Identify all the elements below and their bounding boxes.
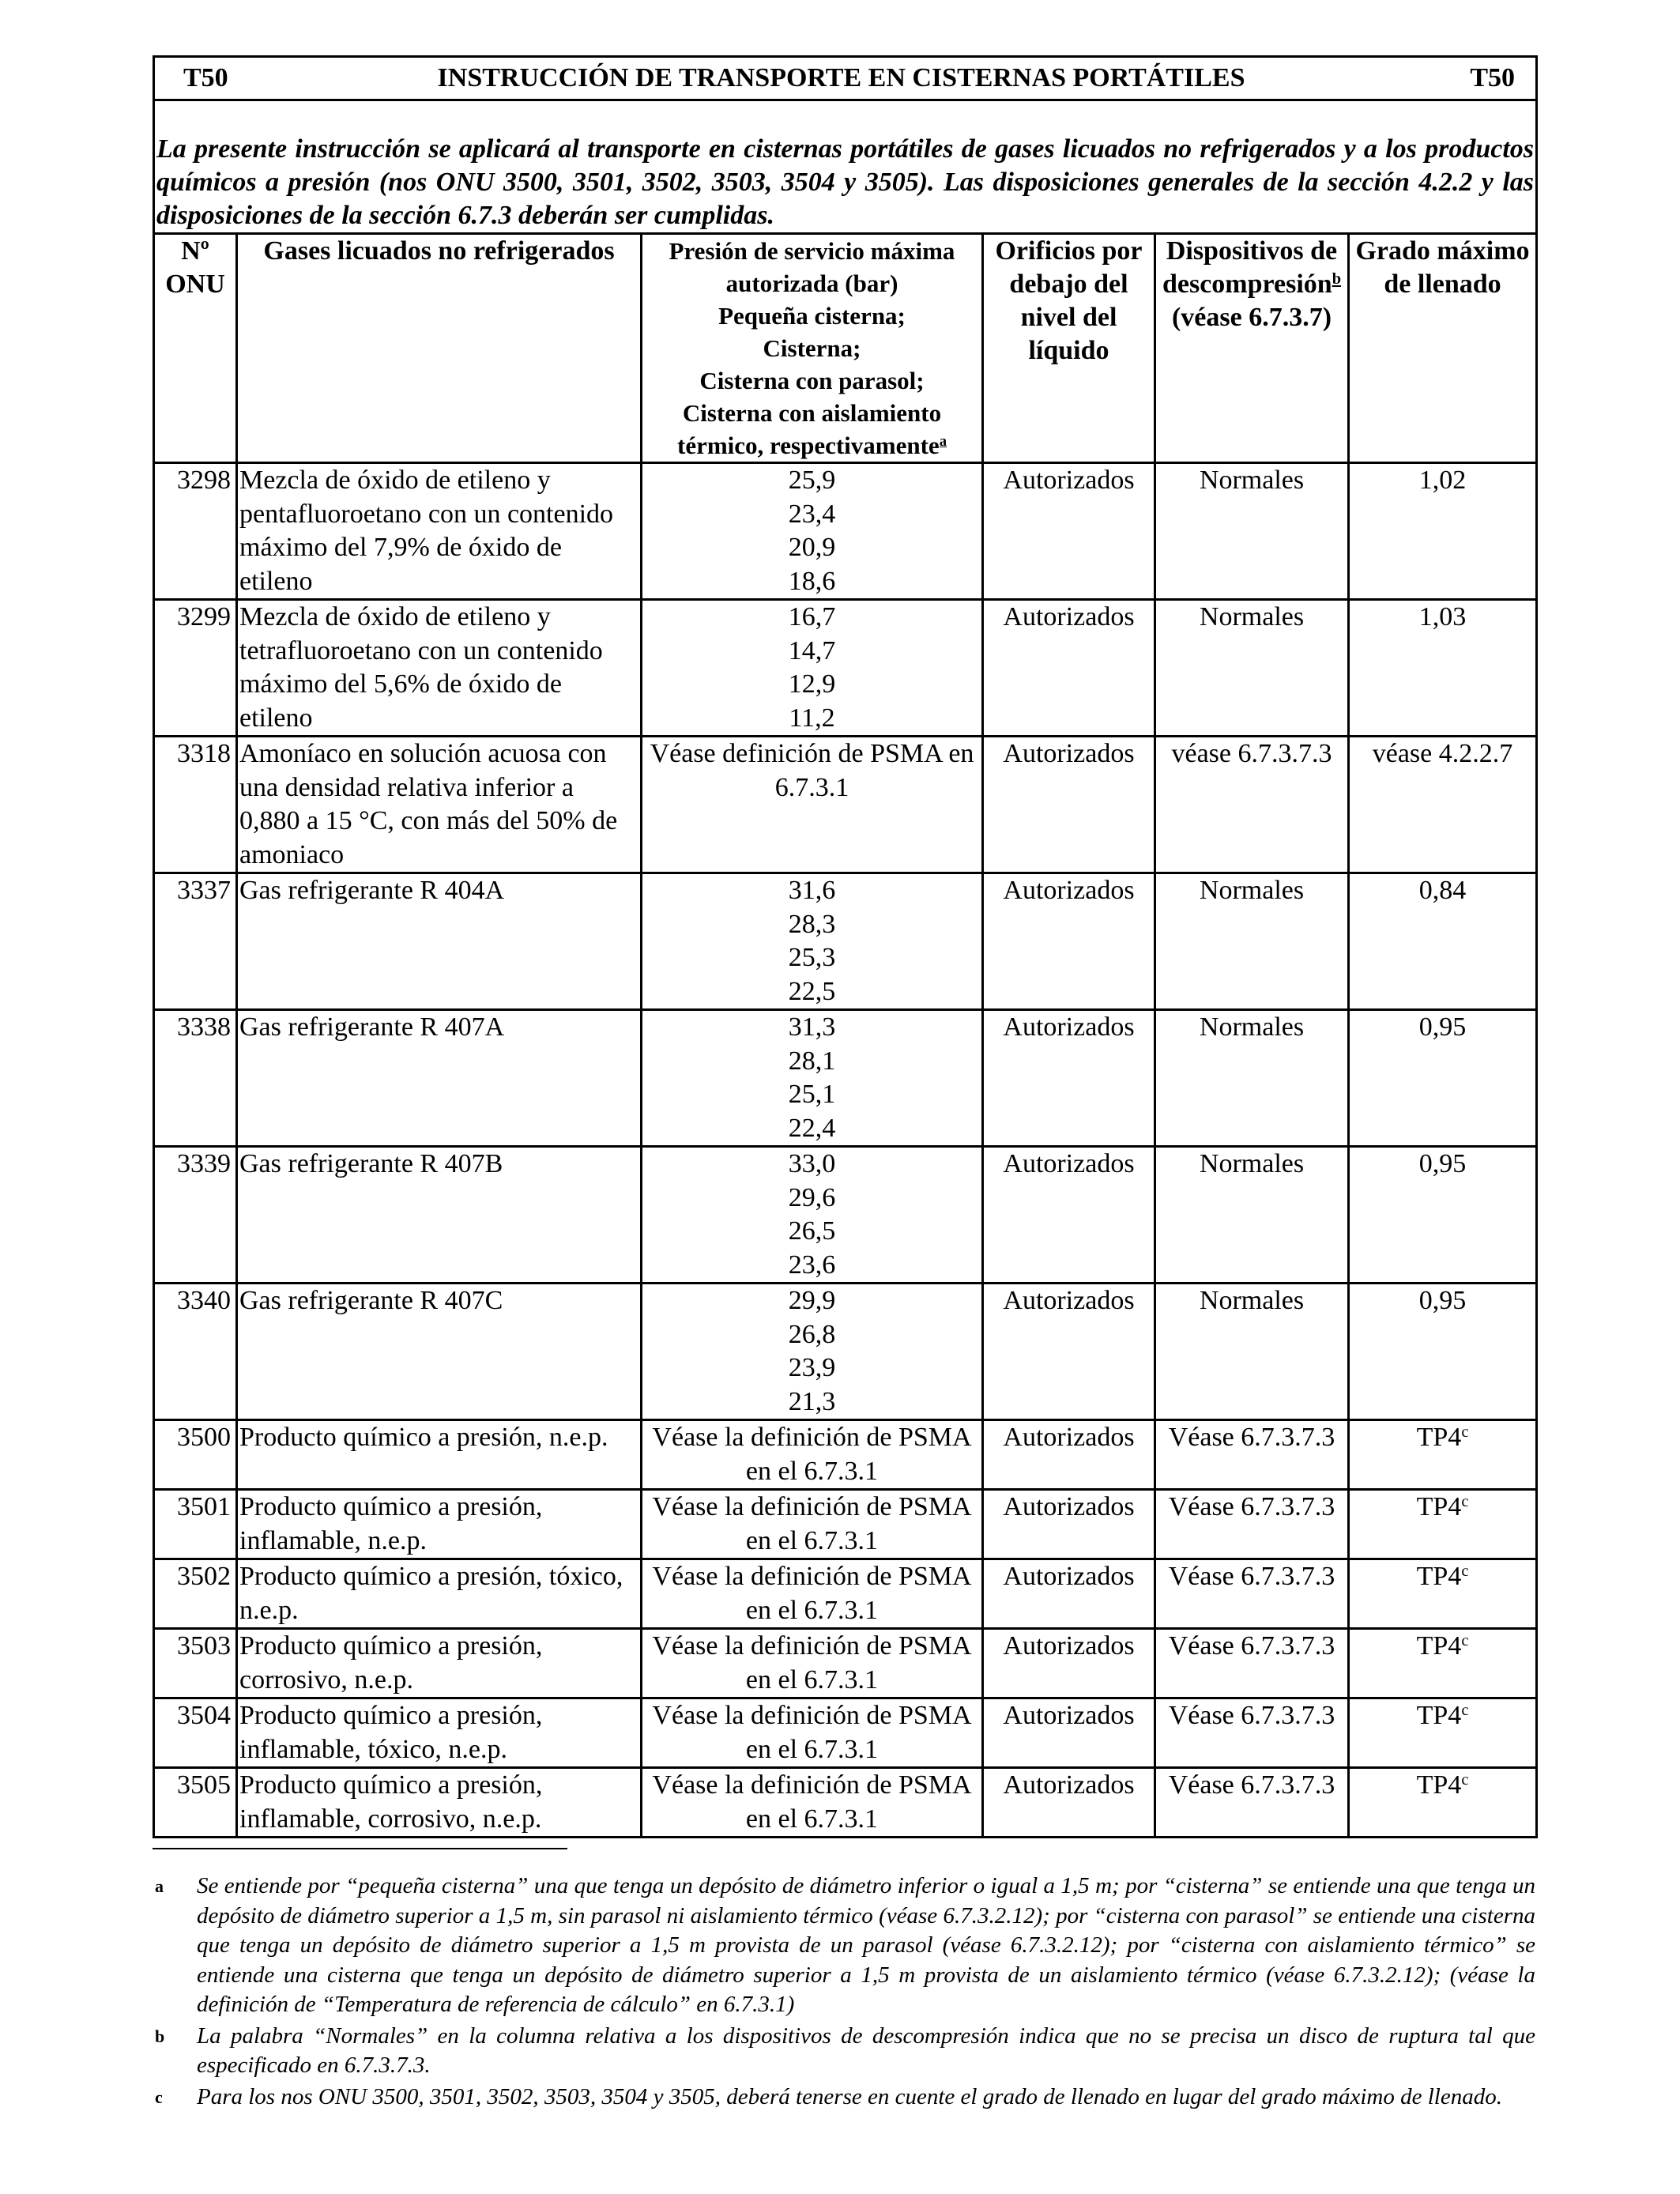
footnotes bbox=[153, 1872, 1535, 2113]
fill-degree: TP4 bbox=[1416, 1770, 1462, 1800]
pressure-value: 31,6 bbox=[788, 876, 836, 905]
pressure-values bbox=[642, 1490, 983, 1559]
footnote bbox=[153, 1872, 1535, 2020]
openings-value: Autorizados bbox=[983, 873, 1155, 1010]
t50-table bbox=[153, 55, 1538, 1838]
pressure-value: 16,7 bbox=[788, 602, 836, 631]
fill-value bbox=[1349, 463, 1537, 600]
document-page bbox=[153, 55, 1535, 1838]
table-row bbox=[154, 737, 1537, 873]
header-pressure bbox=[642, 234, 983, 463]
pressure-value: 28,1 bbox=[788, 1046, 836, 1076]
table-row bbox=[154, 1490, 1537, 1559]
onu-number: 3318 bbox=[154, 737, 237, 873]
relief-value: Véase 6.7.3.7.3 bbox=[1155, 1698, 1349, 1768]
table-row bbox=[154, 1559, 1537, 1629]
fill-value bbox=[1349, 1559, 1537, 1629]
footnote-ref-a: a bbox=[939, 432, 947, 450]
substance-name: Producto químico a presión, inflamable, tóxico, n.e.p. bbox=[237, 1698, 642, 1768]
openings-value: Autorizados bbox=[983, 463, 1155, 600]
table-row bbox=[154, 1284, 1537, 1420]
pressure-value: 22,5 bbox=[788, 976, 836, 1006]
table-row bbox=[154, 873, 1537, 1010]
pressure-value: 12,9 bbox=[788, 669, 836, 699]
relief-value: Véase 6.7.3.7.3 bbox=[1155, 1490, 1349, 1559]
relief-value: Normales bbox=[1155, 1147, 1349, 1284]
pressure-value: Véase la definición de PSMA en el 6.7.3.1 bbox=[652, 1770, 972, 1834]
column-header-row bbox=[154, 234, 1537, 463]
pressure-value: 22,4 bbox=[788, 1113, 836, 1143]
pressure-value: Véase definición de PSMA en 6.7.3.1 bbox=[650, 739, 974, 802]
fill-degree: TP4 bbox=[1416, 1562, 1462, 1591]
substance-name: Mezcla de óxido de etileno y tetrafluoroetano con un contenido máximo del 5,6% de óxido de etileno bbox=[237, 600, 642, 737]
pressure-values bbox=[642, 1768, 983, 1838]
pressure-value: 28,3 bbox=[788, 909, 836, 939]
openings-value: Autorizados bbox=[983, 1420, 1155, 1490]
onu-number: 3298 bbox=[154, 463, 237, 600]
table-row bbox=[154, 1629, 1537, 1698]
pressure-values bbox=[642, 1147, 983, 1284]
substance-name: Producto químico a presión, tóxico, n.e.p. bbox=[237, 1559, 642, 1629]
relief-value: Normales bbox=[1155, 600, 1349, 737]
header-openings: Orificios por debajo del nivel del líquido bbox=[983, 234, 1155, 463]
fill-value bbox=[1349, 1010, 1537, 1147]
pressure-value: Véase la definición de PSMA en el 6.7.3.1 bbox=[652, 1423, 972, 1486]
openings-value: Autorizados bbox=[983, 1010, 1155, 1147]
onu-number: 3505 bbox=[154, 1768, 237, 1838]
footnote-mark: a bbox=[155, 1876, 164, 1896]
footnote-text: Para los nos ONU 3500, 3501, 3502, 3503, 3504 y 3505, deberá tenerse en cuente el grado de llenado en lugar del grado máximo de llenado. bbox=[197, 2083, 1502, 2109]
fill-value bbox=[1349, 1147, 1537, 1284]
intro-paragraph: La presente instrucción se aplicará al transporte en cisternas portátiles de gases licuados no refrigerados y a los productos químicos a presión (nos ONU 3500, 3501, 3502, 3503, 3504 y 3505). Las disposiciones generales de la sección 4.2.2 y las disposiciones de la sección 6.7.3 deberán ser cumplidas. bbox=[154, 100, 1537, 234]
fill-value bbox=[1349, 1284, 1537, 1420]
onu-number: 3503 bbox=[154, 1629, 237, 1698]
fill-degree: 0,84 bbox=[1418, 876, 1467, 905]
fill-degree: véase 4.2.2.7 bbox=[1372, 739, 1513, 768]
table-row bbox=[154, 463, 1537, 600]
header-pressure-line: Cisterna con aislamiento térmico, respectivamente$^a$ bbox=[677, 399, 947, 459]
fill-value bbox=[1349, 1768, 1537, 1838]
footnote-ref-c: c bbox=[1461, 1631, 1469, 1649]
substance-name: Gas refrigerante R 404A bbox=[237, 873, 642, 1010]
substance-name: Gas refrigerante R 407A bbox=[237, 1010, 642, 1147]
pressure-value: 29,9 bbox=[788, 1286, 836, 1315]
fill-value bbox=[1349, 737, 1537, 873]
footnote-mark: c bbox=[155, 2087, 163, 2107]
onu-number: 3502 bbox=[154, 1559, 237, 1629]
onu-number: 3337 bbox=[154, 873, 237, 1010]
substance-name: Mezcla de óxido de etileno y pentafluoroetano con un contenido máximo del 7,9% de óxido de etileno bbox=[237, 463, 642, 600]
table-row bbox=[154, 1768, 1537, 1838]
pressure-value: 29,6 bbox=[788, 1182, 836, 1212]
fill-degree: 0,95 bbox=[1418, 1286, 1467, 1315]
onu-number: 3338 bbox=[154, 1010, 237, 1147]
fill-degree: 1,02 bbox=[1418, 466, 1467, 495]
pressure-values bbox=[642, 1629, 983, 1698]
pressure-values bbox=[642, 1420, 983, 1490]
pressure-values bbox=[642, 1284, 983, 1420]
fill-degree: 0,95 bbox=[1418, 1149, 1467, 1178]
pressure-values bbox=[642, 1010, 983, 1147]
onu-number: 3501 bbox=[154, 1490, 237, 1559]
openings-value: Autorizados bbox=[983, 737, 1155, 873]
footnote-text: Se entiende por “pequeña cisterna” una que tenga un depósito de diámetro inferior o igual a 1,5 m; por “cisterna” se entiende una que tenga un depósito de diámetro superior a 1,5 m, sin parasol ni aislamiento térmico (véase 6.7.3.2.12); por “cisterna con parasol” se entiende una cisterna que tenga un depósito de diámetro superior a 1,5 m provista de un parasol (véase 6.7.3.2.12); por “cisterna con aislamiento térmico” se entiende una cisterna que tenga un depósito de diámetro superior a 1,5 m provista de un aislamiento térmico (véase 6.7.3.2.12); (véase la definición de “Temperatura de referencia de cálculo” en 6.7.3.1) bbox=[197, 1873, 1535, 2017]
pressure-value: Véase la definición de PSMA en el 6.7.3.1 bbox=[652, 1492, 972, 1555]
relief-value: Normales bbox=[1155, 1284, 1349, 1420]
header-pressure-line: Cisterna con parasol; bbox=[699, 367, 925, 394]
pressure-value: Véase la definición de PSMA en el 6.7.3.1 bbox=[652, 1701, 972, 1764]
pressure-values bbox=[642, 1559, 983, 1629]
relief-value: Véase 6.7.3.7.3 bbox=[1155, 1629, 1349, 1698]
openings-value: Autorizados bbox=[983, 1768, 1155, 1838]
openings-value: Autorizados bbox=[983, 1629, 1155, 1698]
footnote-divider bbox=[153, 1848, 567, 1849]
pressure-values bbox=[642, 737, 983, 873]
onu-number: 3500 bbox=[154, 1420, 237, 1490]
fill-value bbox=[1349, 600, 1537, 737]
fill-value bbox=[1349, 1698, 1537, 1768]
instruction-title: INSTRUCCIÓN DE TRANSPORTE EN CISTERNAS PORTÁTILES bbox=[437, 62, 1245, 92]
table-row bbox=[154, 1698, 1537, 1768]
pressure-value: 26,5 bbox=[788, 1216, 836, 1246]
substance-name: Gas refrigerante R 407C bbox=[237, 1284, 642, 1420]
substance-name: Producto químico a presión, corrosivo, n.e.p. bbox=[237, 1629, 642, 1698]
fill-value bbox=[1349, 873, 1537, 1010]
openings-value: Autorizados bbox=[983, 1284, 1155, 1420]
openings-value: Autorizados bbox=[983, 1490, 1155, 1559]
fill-value bbox=[1349, 1420, 1537, 1490]
onu-number: 3339 bbox=[154, 1147, 237, 1284]
onu-number: 3340 bbox=[154, 1284, 237, 1420]
relief-value: Normales bbox=[1155, 463, 1349, 600]
pressure-value: 25,3 bbox=[788, 943, 836, 972]
onu-number: 3504 bbox=[154, 1698, 237, 1768]
pressure-values bbox=[642, 463, 983, 600]
fill-degree: TP4 bbox=[1416, 1423, 1462, 1452]
footnote-ref-b: b bbox=[1332, 270, 1342, 288]
relief-value: Normales bbox=[1155, 873, 1349, 1010]
header-pressure-line: Cisterna; bbox=[763, 334, 861, 362]
pressure-value: 21,3 bbox=[788, 1386, 836, 1416]
pressure-values bbox=[642, 1698, 983, 1768]
footnote-ref-c: c bbox=[1461, 1562, 1469, 1580]
openings-value: Autorizados bbox=[983, 1698, 1155, 1768]
relief-value: Véase 6.7.3.7.3 bbox=[1155, 1559, 1349, 1629]
fill-degree: 1,03 bbox=[1418, 602, 1467, 631]
pressure-value: 31,3 bbox=[788, 1012, 836, 1042]
pressure-value: 23,6 bbox=[788, 1250, 836, 1280]
header-gas: Gases licuados no refrigerados bbox=[237, 234, 642, 463]
relief-value: Normales bbox=[1155, 1010, 1349, 1147]
footnote-mark: b bbox=[155, 2026, 165, 2046]
title-bar bbox=[154, 57, 1537, 100]
pressure-value: Véase la definición de PSMA en el 6.7.3.1 bbox=[652, 1562, 972, 1625]
substance-name: Producto químico a presión, inflamable, n.e.p. bbox=[237, 1490, 642, 1559]
table-row bbox=[154, 1010, 1537, 1147]
fill-value bbox=[1349, 1629, 1537, 1698]
pressure-value: 25,1 bbox=[788, 1080, 836, 1109]
substance-name: Producto químico a presión, n.e.p. bbox=[237, 1420, 642, 1490]
pressure-value: 23,9 bbox=[788, 1353, 836, 1382]
footnote-ref-c: c bbox=[1461, 1492, 1469, 1510]
footnote-ref-c: c bbox=[1461, 1770, 1469, 1789]
instruction-code-right: T50 bbox=[1470, 62, 1516, 92]
fill-degree: TP4 bbox=[1416, 1492, 1462, 1521]
openings-value: Autorizados bbox=[983, 600, 1155, 737]
substance-name: Gas refrigerante R 407B bbox=[237, 1147, 642, 1284]
pressure-value: 23,4 bbox=[788, 499, 836, 529]
pressure-value: 33,0 bbox=[788, 1149, 836, 1178]
header-relief: Dispositivos de descompresión$^b$ (véase 6.7.3.7) bbox=[1155, 234, 1349, 463]
pressure-value: 26,8 bbox=[788, 1319, 836, 1349]
table-row bbox=[154, 1147, 1537, 1284]
pressure-value: Véase la definición de PSMA en el 6.7.3.1 bbox=[652, 1631, 972, 1695]
footnote-ref-c: c bbox=[1461, 1423, 1469, 1441]
openings-value: Autorizados bbox=[983, 1559, 1155, 1629]
footnote bbox=[153, 2083, 1535, 2113]
instruction-code-left: T50 bbox=[183, 62, 228, 92]
openings-value: Autorizados bbox=[983, 1147, 1155, 1284]
header-pressure-line: Presión de servicio máxima autorizada (bar) bbox=[669, 237, 955, 297]
fill-degree: 0,95 bbox=[1418, 1012, 1467, 1042]
footnote-text: La palabra “Normales” en la columna relativa a los dispositivos de descompresión indica que no se precisa un disco de ruptura tal que especificado en 6.7.3.7.3. bbox=[197, 2022, 1535, 2078]
pressure-values bbox=[642, 600, 983, 737]
pressure-value: 14,7 bbox=[788, 635, 836, 665]
header-onu: Nº ONU bbox=[154, 234, 237, 463]
table-row bbox=[154, 1420, 1537, 1490]
footnote-ref-c: c bbox=[1461, 1701, 1469, 1719]
pressure-value: 20,9 bbox=[788, 533, 836, 562]
substance-name: Amoníaco en solución acuosa con una densidad relativa inferior a 0,880 a 15 °C, con más del 50% de amoniaco bbox=[237, 737, 642, 873]
footnote bbox=[153, 2022, 1535, 2081]
pressure-value: 25,9 bbox=[788, 466, 836, 495]
fill-degree: TP4 bbox=[1416, 1701, 1462, 1730]
fill-value bbox=[1349, 1490, 1537, 1559]
relief-value: véase 6.7.3.7.3 bbox=[1155, 737, 1349, 873]
relief-value: Véase 6.7.3.7.3 bbox=[1155, 1768, 1349, 1838]
header-pressure-line: Pequeña cisterna; bbox=[718, 302, 906, 330]
table-row bbox=[154, 600, 1537, 737]
relief-value: Véase 6.7.3.7.3 bbox=[1155, 1420, 1349, 1490]
pressure-value: 18,6 bbox=[788, 566, 836, 596]
onu-number: 3299 bbox=[154, 600, 237, 737]
pressure-value: 11,2 bbox=[789, 703, 835, 733]
header-fill: Grado máximo de llenado bbox=[1349, 234, 1537, 463]
fill-degree: TP4 bbox=[1416, 1631, 1462, 1661]
substance-name: Producto químico a presión, inflamable, corrosivo, n.e.p. bbox=[237, 1768, 642, 1838]
pressure-values bbox=[642, 873, 983, 1010]
